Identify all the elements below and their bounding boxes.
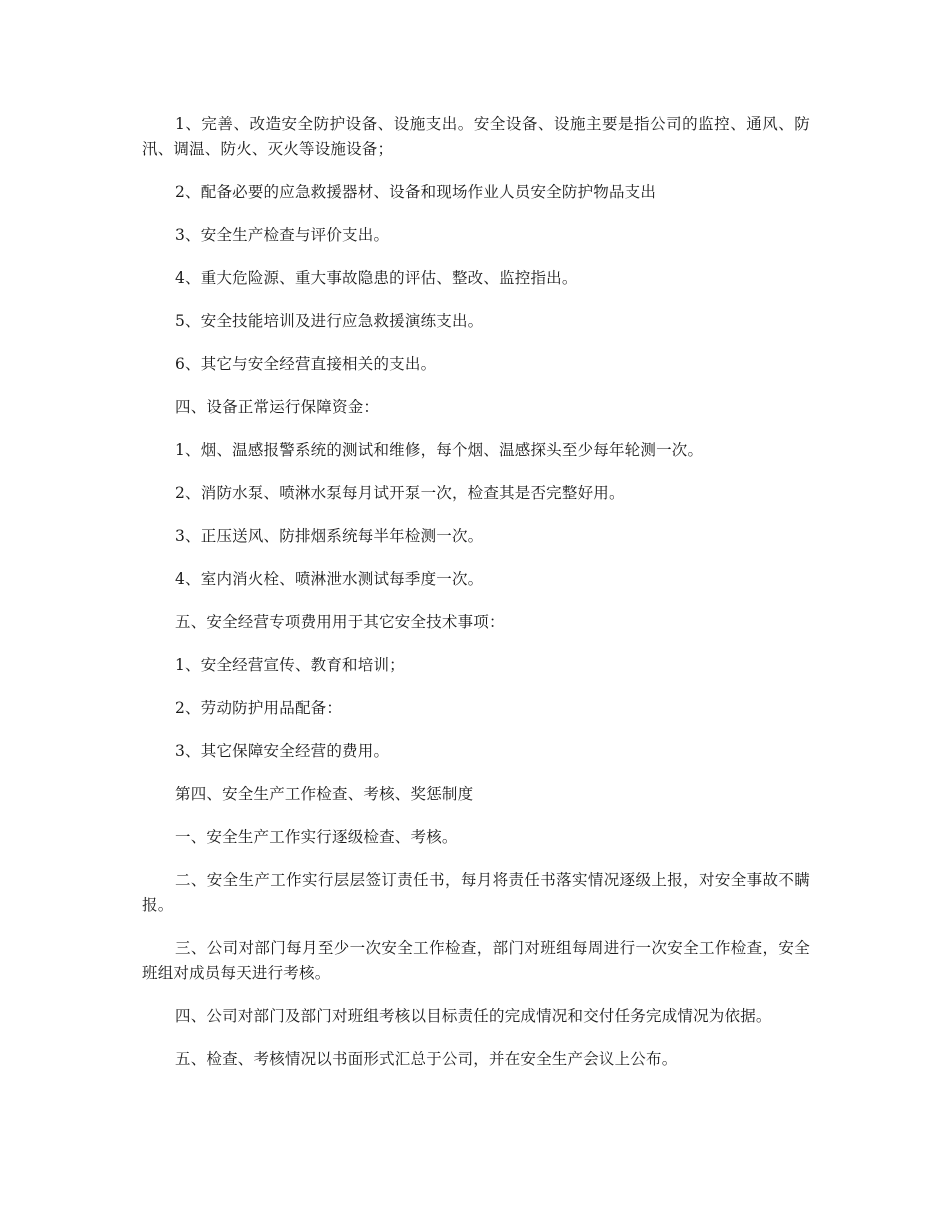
- paragraph-inspection-2: 二、安全生产工作实行层层签订责任书，每月将责任书落实情况逐级上报，对安全事故不瞒报。: [142, 871, 810, 914]
- paragraph-inspection-5: 五、检查、考核情况以书面形式汇总于公司，并在安全生产会议上公布。: [175, 1050, 678, 1068]
- section-heading-equipment: 四、设备正常运行保障资金：: [175, 398, 380, 416]
- paragraph-inspection-3: 三、公司对部门每月至少一次安全工作检查，部门对班组每周进行一次安全工作检查，安全班组对成员每天进行考核。: [142, 939, 810, 982]
- paragraph-equipment-4: 4、室内消火栓、喷淋泄水测试每季度一次。: [175, 570, 484, 588]
- paragraph-expense-2: 2、配备必要的应急救援器材、设备和现场作业人员安全防护物品支出: [175, 183, 657, 201]
- paragraph-inspection-1: 一、安全生产工作实行逐级检查、考核。: [175, 828, 458, 846]
- paragraph-expense-3: 3、安全生产检查与评价支出。: [175, 226, 390, 244]
- paragraph-other-1: 1、安全经营宣传、教育和培训；: [175, 656, 405, 674]
- paragraph-expense-1: 1、完善、改造安全防护设备、设施支出。安全设备、设施主要是指公司的监控、通风、防汛、调温、防火、灭火等设施设备；: [142, 115, 810, 158]
- paragraph-other-2: 2、劳动防护用品配备：: [175, 699, 343, 717]
- paragraph-equipment-2: 2、消防水泵、喷淋水泵每月试开泵一次，检查其是否完整好用。: [175, 484, 625, 502]
- document-body: [142, 112, 810, 1090]
- paragraph-expense-4: 4、重大危险源、重大事故隐患的评估、整改、监控指出。: [175, 269, 578, 287]
- paragraph-expense-6: 6、其它与安全经营直接相关的支出。: [175, 355, 437, 373]
- paragraph-expense-5: 5、安全技能培训及进行应急救援演练支出。: [175, 312, 484, 330]
- section-heading-other-items: 五、安全经营专项费用用于其它安全技术事项：: [175, 613, 505, 631]
- paragraph-equipment-1: 1、烟、温感报警系统的测试和维修，每个烟、温感探头至少每年轮测一次。: [175, 441, 704, 459]
- paragraph-other-3: 3、其它保障安全经营的费用。: [175, 742, 390, 760]
- chapter-heading-inspection: 第四、安全生产工作检查、考核、奖惩制度: [175, 785, 474, 803]
- paragraph-equipment-3: 3、正压送风、防排烟系统每半年检测一次。: [175, 527, 484, 545]
- paragraph-inspection-4: 四、公司对部门及部门对班组考核以目标责任的完成情况和交付任务完成情况为依据。: [175, 1007, 772, 1025]
